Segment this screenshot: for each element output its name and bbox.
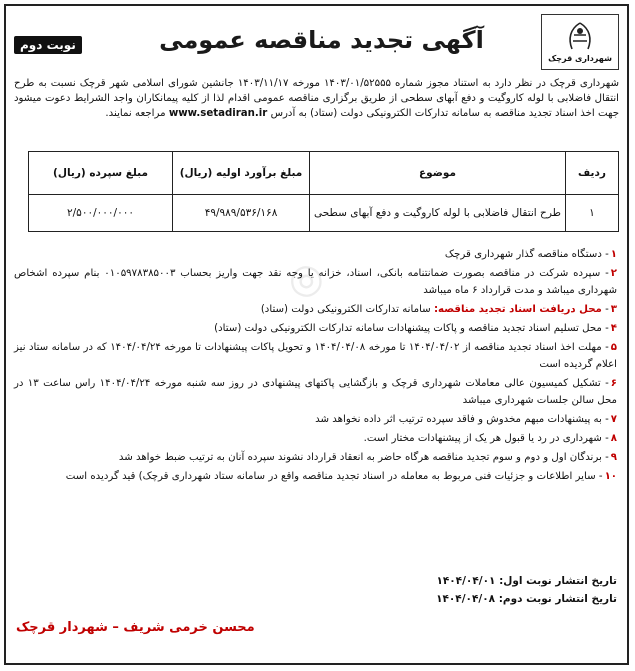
item-text: تشکیل کمیسیون عالی معاملات شهرداری قرچک و بازگشایی پاکتهای پیشنهادی در روز سه شنبه مورخه ۱۴۰۴/۰۴/۲۴ راس ساعت ۱۳ در محل سالن جلسات شهرداری میباشد <box>14 378 617 406</box>
ad-frame <box>4 4 629 665</box>
date-label: تاریخ انتشار نوبت دوم: <box>498 593 617 605</box>
header-cell: مبلغ برآورد اولیه (ریال) <box>173 152 310 195</box>
list-item: ۹- برندگان اول و دوم و سوم تجدید مناقصه هرگاه حاضر به انعقاد قرارداد نشوند سپرده آنان به ترتیب ضبط خواهد شد <box>118 452 617 463</box>
date-value: ۱۴۰۴/۰۴/۰۸ <box>436 593 496 605</box>
list-item: ۱۰- سایر اطلاعات و جزئیات فنی مربوط به معامله در اسناد تجدید مناقصه واقع در سامانه ستاد شهرداری قرچک) قید گردیده است <box>65 471 617 482</box>
list-item: ۲- سپرده شرکت در مناقصه بصورت ضمانتنامه بانکی، اسناد، خزانه یا وجه نقد جهت واریز بحساب ۰۱۰۵۹۷۸۳۸۵۰۰۳ بنام سپرده اشخاص شهرداری میباشد و مدت قرارداد ۶ ماه میباشد <box>14 268 617 296</box>
item-text: سامانه تدارکات الکترونیکی دولت (ستاد) <box>260 304 431 315</box>
list-item: ۶- تشکیل کمیسیون عالی معاملات شهرداری قرچک و بازگشایی پاکتهای پیشنهادی در روز سه شنبه مورخه ۱۴۰۴/۰۴/۲۴ راس ساعت ۱۳ در محل سالن جلسات شهرداری میباشد <box>14 378 617 406</box>
header-cell: ردیف <box>566 152 619 195</box>
municipality-logo <box>541 14 619 70</box>
item-label: محل دریافت اسناد تجدید مناقصه: <box>433 304 602 315</box>
emblem-icon <box>560 21 600 53</box>
header-cell: مبلغ سپرده (ریال) <box>29 152 173 195</box>
intro-paragraph <box>14 76 619 121</box>
date-label: تاریخ انتشار نوبت اول: <box>499 575 617 587</box>
website-link[interactable]: www.setadiran.ir <box>168 108 268 119</box>
item-number: ۶ <box>610 378 617 389</box>
item-number: ۳ <box>610 304 617 315</box>
table-header-row <box>29 152 619 195</box>
list-item: ۳- محل دریافت اسناد تجدید مناقصه: سامانه تدارکات الکترونیکی دولت (ستاد) <box>260 304 617 315</box>
header-cell: موضوع <box>310 152 566 195</box>
watermark: ◎ <box>285 253 327 305</box>
list-item: ۸- شهرداری در رد یا قبول هر یک از پیشنهادات مختار است. <box>363 433 617 444</box>
item-text: محل تسلیم اسناد تجدید مناقصه و پاکات پیشنهادات سامانه تدارکات الکترونیکی دولت (ستاد) <box>214 323 602 334</box>
item-number: ۹ <box>610 452 617 463</box>
table-cell: ۲/۵۰۰/۰۰۰/۰۰۰ <box>29 195 173 232</box>
item-number: ۵ <box>610 342 617 353</box>
item-number: ۲ <box>610 268 617 279</box>
round-badge: نوبت دوم <box>14 36 82 54</box>
tender-table <box>28 151 619 232</box>
intro-suffix: مراجعه نمایند. <box>105 108 166 119</box>
conditions-list <box>14 246 617 487</box>
item-text: شهرداری در رد یا قبول هر یک از پیشنهادات مختار است. <box>363 433 602 444</box>
second-publication-date <box>436 590 617 608</box>
item-text: سایر اطلاعات و جزئیات فنی مربوط به معامله در اسناد تجدید مناقصه واقع در سامانه ستاد شهرداری قرچک) قید گردیده است <box>65 471 596 482</box>
first-publication-date <box>436 572 617 590</box>
item-number: ۷ <box>610 414 617 425</box>
logo-caption: شهرداری قرچک <box>548 54 612 63</box>
list-item: ۱- دستگاه مناقصه گذار شهرداری قرچک <box>444 249 617 260</box>
item-number: ۸ <box>610 433 617 444</box>
table-cell: ۱ <box>566 195 619 232</box>
table-row <box>29 195 619 232</box>
ad-title: آگهی تجدید مناقصه عمومی <box>159 26 484 54</box>
item-text: برندگان اول و دوم و سوم تجدید مناقصه هرگاه حاضر به انعقاد قرارداد نشوند سپرده آنان به ترتیب ضبط خواهد شد <box>118 452 602 463</box>
mayor-signature: محسن خرمی شریف – شهردار قرچک <box>16 620 255 635</box>
item-text: مهلت اخذ اسناد تجدید مناقصه از ۱۴۰۴/۰۴/۰۲ تا مورخه ۱۴۰۴/۰۴/۰۸ و تحویل پاکات پیشنهادات تا مورخه ۱۴۰۴/۰۴/۲۴ که در سامانه ستاد نیز اعلام گردیده است <box>14 342 617 370</box>
item-number: ۱۰ <box>604 471 617 482</box>
list-item: ۴- محل تسلیم اسناد تجدید مناقصه و پاکات پیشنهادات سامانه تدارکات الکترونیکی دولت (ستاد) <box>214 323 617 334</box>
item-number: ۱ <box>610 249 617 260</box>
item-number: ۴ <box>610 323 617 334</box>
table-cell: ۴۹/۹۸۹/۵۳۶/۱۶۸ <box>173 195 310 232</box>
publication-dates <box>436 572 617 608</box>
list-item: ۷- به پیشنهادات مبهم مخدوش و فاقد سپرده ترتیب اثر داده نخواهد شد <box>315 414 617 425</box>
item-text: دستگاه مناقصه گذار شهرداری قرچک <box>444 249 602 260</box>
table-cell: طرح انتقال فاضلابی با لوله کاروگیت و دفع آبهای سطحی <box>310 195 566 232</box>
item-text: به پیشنهادات مبهم مخدوش و فاقد سپرده ترتیب اثر داده نخواهد شد <box>315 414 602 425</box>
date-value: ۱۴۰۴/۰۴/۰۱ <box>436 575 496 587</box>
list-item: ۵- مهلت اخذ اسناد تجدید مناقصه از ۱۴۰۴/۰۴/۰۲ تا مورخه ۱۴۰۴/۰۴/۰۸ و تحویل پاکات پیشنهادات تا مورخه ۱۴۰۴/۰۴/۲۴ که در سامانه ستاد نیز اعلام گردیده است <box>14 342 617 370</box>
intro-text: شهرداری قرچک در نظر دارد به استناد مجوز شماره ۱۴۰۳/۰۱/۵۲۵۵۵ مورخه ۱۴۰۳/۱۱/۱۷ جانشین شورای اسلامی شهر قرچک نسبت به طرح انتقال فاضلابی با لوله کاروگیت و دفع آبهای سطحی از طریق برگزاری مناقصه عمومی اقدام لذا از کلیه پیمانکاران واجد الشرایط دعوت میشود جهت اخذ اسناد تجدید مناقصه به سامانه تدارکات الکترونیکی دولت (ستاد) به آدرس <box>14 78 619 119</box>
item-text: سپرده شرکت در مناقصه بصورت ضمانتنامه بانکی، اسناد، خزانه یا وجه نقد جهت واریز بحساب ۰۱۰۵۹۷۸۳۸۵۰۰۳ بنام سپرده اشخاص شهرداری میباشد و مدت قرارداد ۶ ماه میباشد <box>14 268 617 296</box>
